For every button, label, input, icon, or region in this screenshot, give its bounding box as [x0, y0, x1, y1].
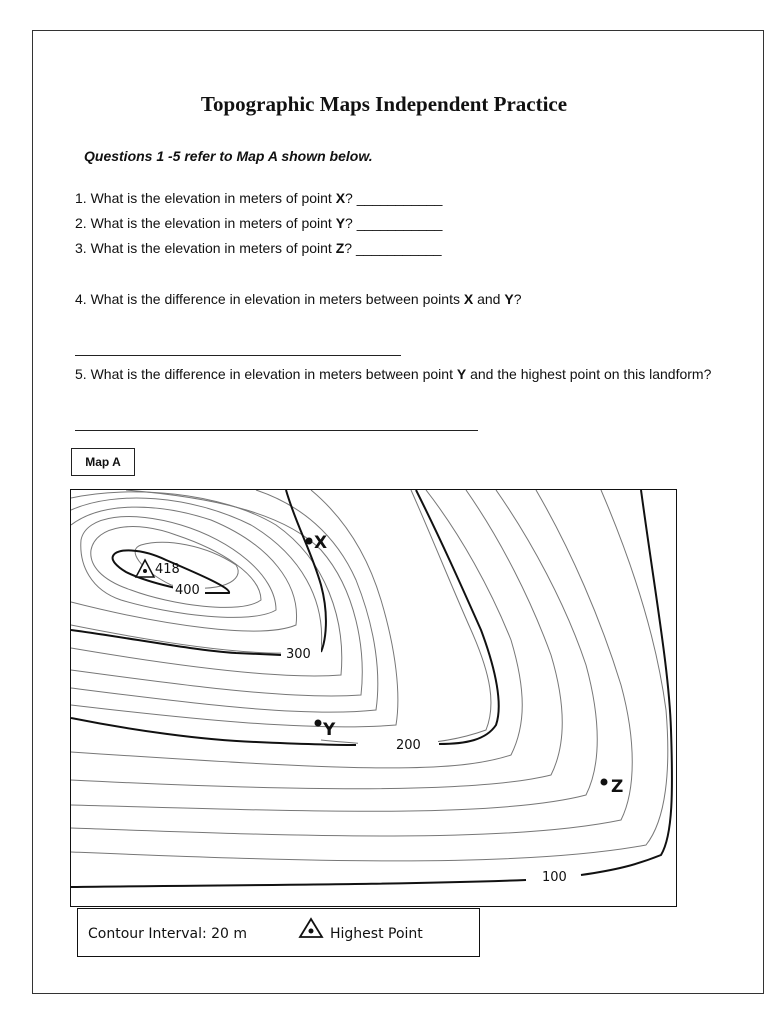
question-1 — [75, 189, 442, 207]
highest-point-icon — [136, 560, 154, 577]
point-z-marker — [601, 779, 608, 786]
question-5-text: 5. What is the difference in elevation in meters between point — [75, 366, 457, 382]
contour-label-200: 200 — [396, 738, 421, 753]
contour-300 — [71, 490, 326, 655]
question-1-answer-line: ? ___________ — [345, 190, 443, 206]
point-y-marker — [315, 720, 322, 727]
contour-map-svg — [71, 490, 677, 907]
question-4-text: 4. What is the difference in elevation in meters between points — [75, 291, 464, 307]
map-legend — [77, 908, 480, 957]
contour-line — [71, 490, 668, 861]
question-1-text: 1. What is the elevation in meters of point — [75, 190, 336, 206]
question-3-point: Z — [335, 240, 345, 256]
question-2-answer-line: ? ___________ — [345, 215, 443, 231]
contour-interval: Contour Interval: 20 m — [88, 926, 248, 942]
minor-contours — [71, 490, 668, 861]
question-4-end: ? — [513, 291, 522, 307]
question-2-text: 2. What is the elevation in meters of point — [75, 215, 336, 231]
question-3-answer-line: ? ___________ — [344, 240, 442, 256]
point-z-label: Z — [611, 777, 624, 797]
contour-label-300: 300 — [286, 647, 311, 662]
question-4-conjunction: and — [473, 291, 505, 307]
contour-label-100: 100 — [542, 870, 567, 885]
contour-line — [71, 490, 378, 712]
index-contours — [71, 490, 672, 887]
question-2-point: Y — [335, 215, 346, 231]
page-title: Topographic Maps Independent Practice — [200, 92, 568, 116]
highest-point-marker — [136, 560, 154, 577]
answer-line-4 — [75, 355, 401, 356]
question-5-point: Y — [456, 366, 467, 382]
question-3-text: 3. What is the elevation in meters of point — [75, 240, 336, 256]
question-4 — [75, 290, 521, 308]
question-5 — [75, 362, 727, 387]
point-x-marker — [306, 538, 313, 545]
contour-200 — [71, 490, 499, 745]
contour-label-400: 400 — [175, 583, 200, 598]
point-y-label: Y — [323, 720, 336, 740]
contour-label-418: 418 — [155, 562, 180, 577]
answer-line-5 — [75, 430, 478, 431]
contour-line — [71, 490, 597, 811]
question-5-end: and the highest point on this landform? — [466, 366, 712, 382]
question-4-point-2: Y — [504, 291, 514, 307]
highest-point-legend-icon — [298, 917, 324, 939]
question-2 — [75, 214, 442, 232]
question-3 — [75, 239, 442, 257]
highest-point-label: Highest Point — [330, 926, 423, 942]
point-x-label: X — [314, 533, 328, 553]
highest-point-dot — [143, 569, 147, 573]
contour-line — [71, 490, 398, 727]
instructions: Questions 1 -5 refer to Map A shown below. — [84, 148, 373, 164]
map-label: Map A — [71, 448, 135, 476]
contour-100 — [71, 490, 672, 887]
question-1-point: X — [335, 190, 346, 206]
topographic-map — [70, 489, 677, 907]
question-4-point-1: X — [463, 291, 474, 307]
